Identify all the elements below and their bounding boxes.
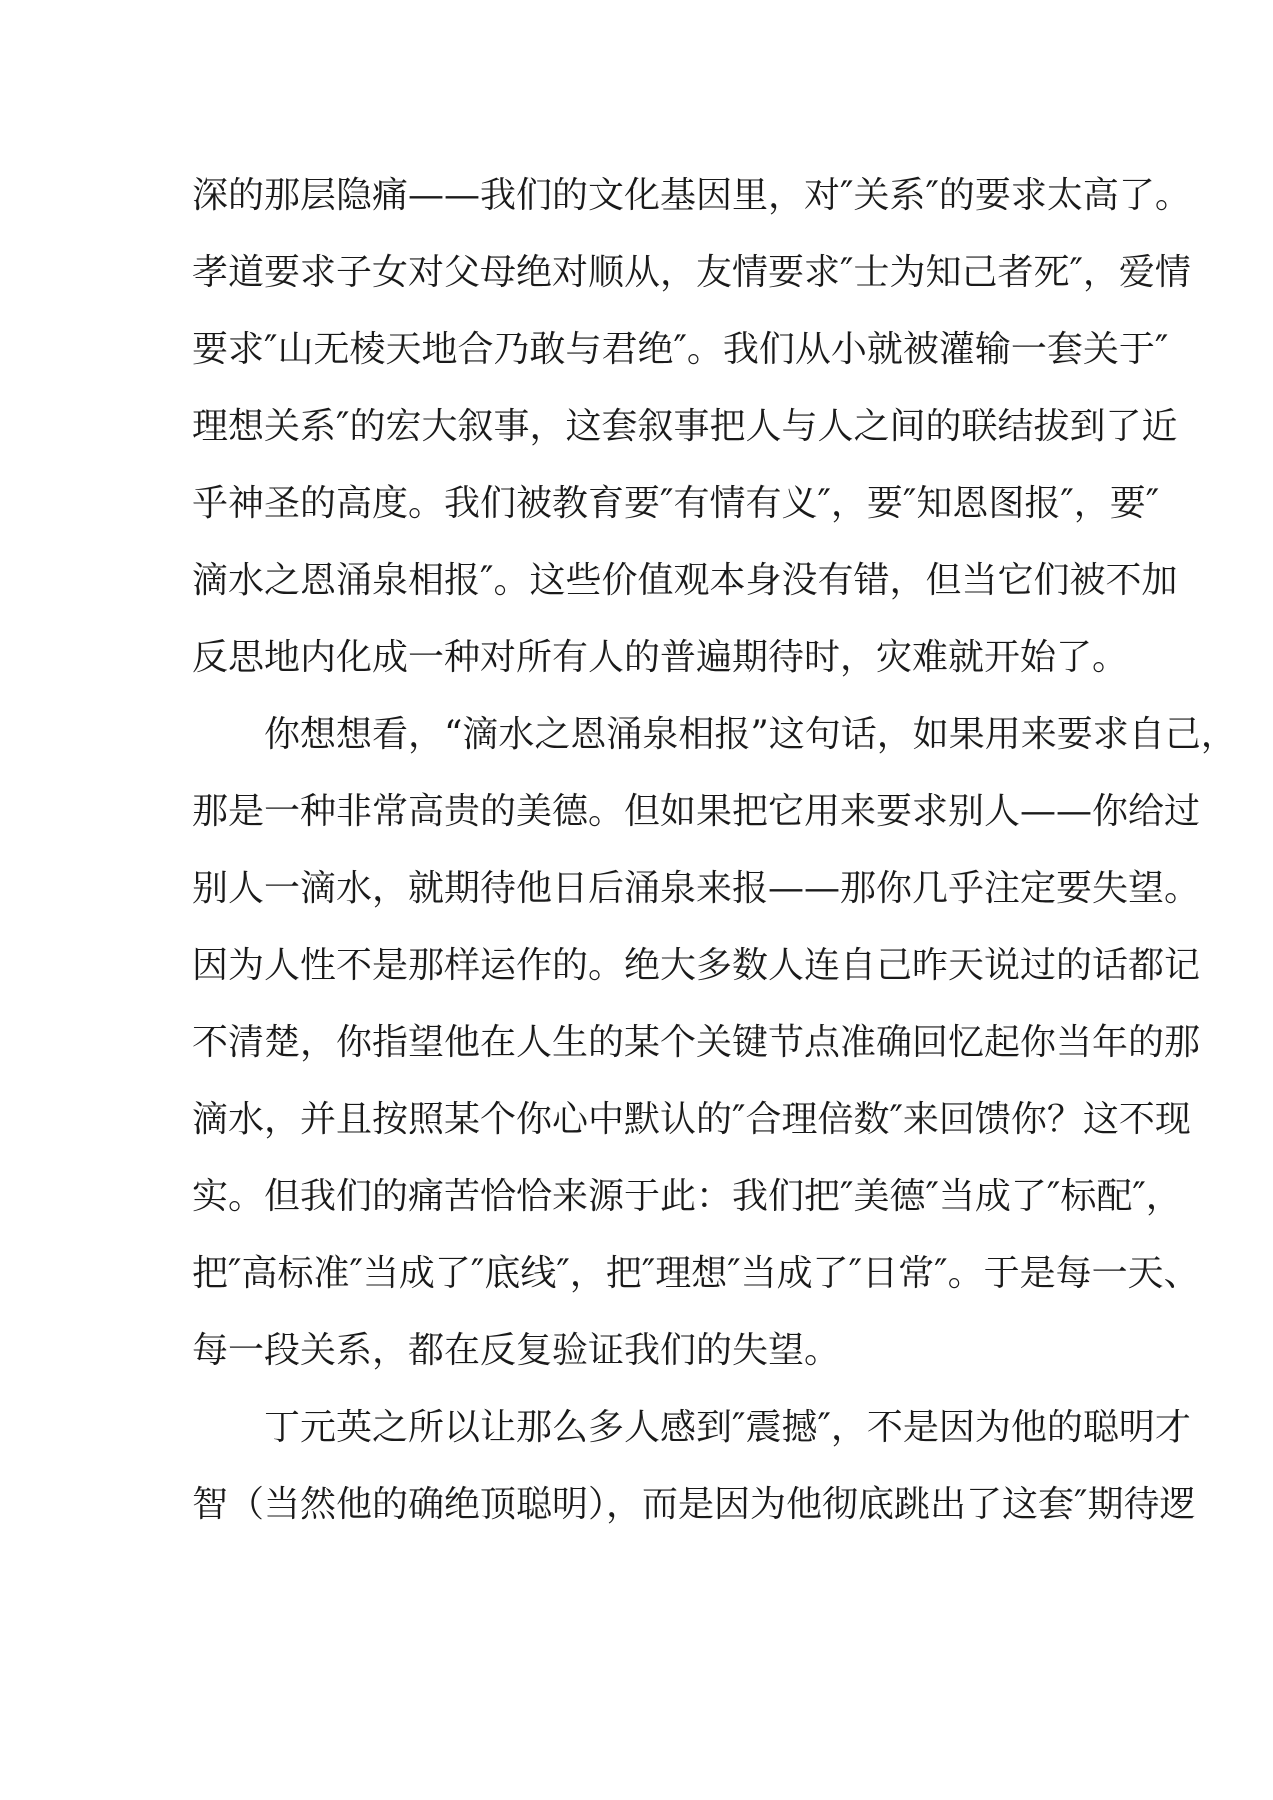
- text-line: 把″高标准″当成了″底线″，把″理想″当成了″日常″。于是每一天、: [192, 1253, 1200, 1294]
- text-line: 每一段关系，都在反复验证我们的失望。: [192, 1330, 841, 1371]
- text-line: 不清楚，你指望他在人生的某个关键节点准确回忆起你当年的那: [192, 1022, 1201, 1063]
- text-line: 实。但我们的痛苦恰恰来源于此：我们把″美德″当成了″标配″，: [192, 1176, 1182, 1217]
- text-line: 乎神圣的高度。我们被教育要″有情有义″，要″知恩图报″，要″: [192, 483, 1160, 524]
- text-line: 孝道要求子女对父母绝对顺从，友情要求″士为知己者死″，爱情: [192, 252, 1191, 293]
- text-line: 理想关系″的宏大叙事，这套叙事把人与人之间的联结拔到了近: [192, 406, 1178, 447]
- text-line: 智（当然他的确绝顶聪明），而是因为他彻底跳出了这套″期待逻: [192, 1484, 1196, 1525]
- text-line: 丁元英之所以让那么多人感到″震撼″，不是因为他的聪明才: [264, 1407, 1191, 1448]
- text-line: 深的那层隐痛——我们的文化基因里，对″关系″的要求太高了。: [192, 175, 1191, 216]
- text-line: 别人一滴水，就期待他日后涌泉来报——那你几乎注定要失望。: [192, 868, 1201, 909]
- text-line: 因为人性不是那样运作的。绝大多数人连自己昨天说过的话都记: [192, 945, 1201, 986]
- text-line: 滴水之恩涌泉相报″。这些价值观本身没有错，但当它们被不加: [192, 560, 1178, 601]
- text-line: 要求″山无棱天地合乃敢与君绝″。我们从小就被灌输一套关于″: [192, 329, 1169, 370]
- text-line: 你想想看，“滴水之恩涌泉相报”这句话，如果用来要求自己，: [264, 714, 1237, 755]
- text-line: 滴水，并且按照某个你心中默认的″合理倍数″来回馈你？这不现: [192, 1099, 1191, 1140]
- text-line: 那是一种非常高贵的美德。但如果把它用来要求别人——你给过: [192, 791, 1201, 832]
- text-line: 反思地内化成一种对所有人的普遍期待时，灾难就开始了。: [192, 637, 1129, 678]
